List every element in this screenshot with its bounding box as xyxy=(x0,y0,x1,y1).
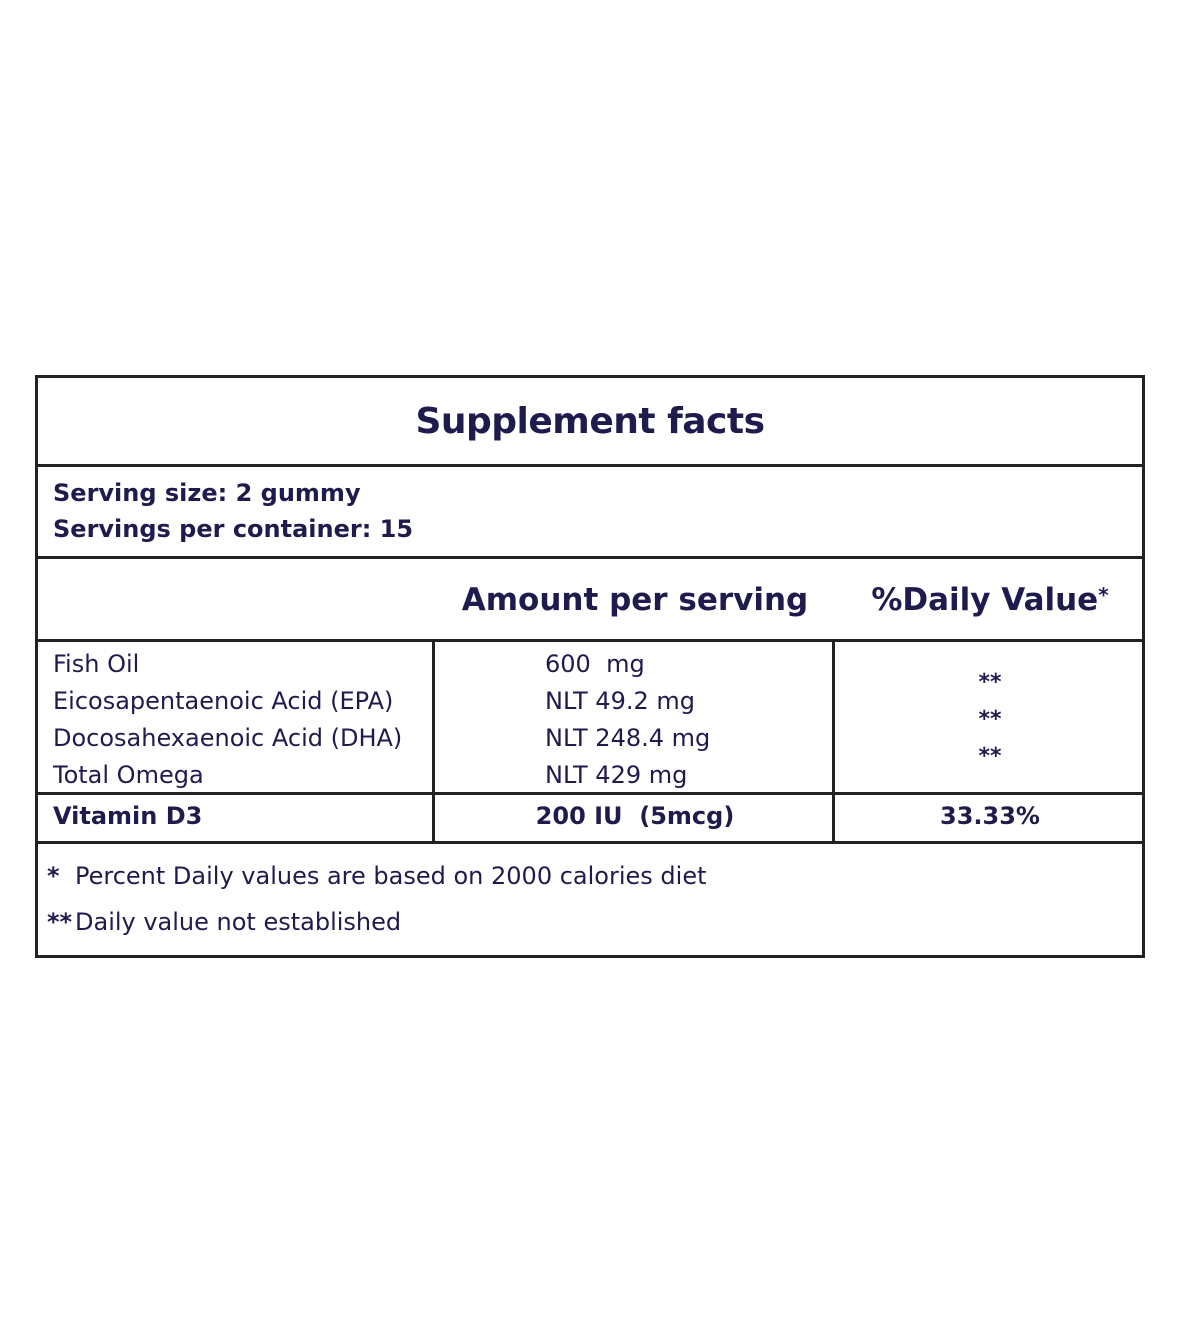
amount-per-serving-header: Amount per serving xyxy=(461,582,809,618)
ingredient-name: Docosahexaenoic Acid (DHA) xyxy=(53,724,403,752)
vitamin-daily-value: 33.33% xyxy=(940,802,1040,830)
ingredient-dv: ** xyxy=(978,707,1002,732)
ingredient-name: Fish Oil xyxy=(53,650,140,678)
vitamin-d3-row xyxy=(38,795,1142,844)
ingredient-dv: ** xyxy=(978,670,1002,695)
supplement-facts-panel xyxy=(35,375,1145,958)
ingredient-amount: NLT 429 mg xyxy=(545,761,688,789)
daily-value-header-mark: * xyxy=(1098,583,1109,607)
footnote-text: Percent Daily values are based on 2000 calories diet xyxy=(75,862,707,890)
ingredient-amount: 600 mg xyxy=(545,650,645,678)
ingredient-dv-column xyxy=(835,664,1145,775)
footnote-mark: ** xyxy=(47,908,73,936)
column-divider xyxy=(432,642,435,792)
footnote xyxy=(47,862,707,890)
ingredient-name-column xyxy=(53,646,402,794)
ingredient-amount: NLT 49.2 mg xyxy=(545,687,695,715)
panel-title: Supplement facts xyxy=(415,400,765,442)
footnotes xyxy=(38,844,1142,955)
serving-size: Serving size: 2 gummy xyxy=(53,479,361,507)
vitamin-amount: 200 IU (5mcg) xyxy=(535,802,735,830)
column-header-row xyxy=(38,562,1142,642)
servings-per-container: Servings per container: 15 xyxy=(53,515,414,543)
serving-info xyxy=(38,467,1142,559)
vitamin-name: Vitamin D3 xyxy=(53,802,203,830)
ingredient-name: Eicosapentaenoic Acid (EPA) xyxy=(53,687,394,715)
daily-value-header xyxy=(835,582,1145,618)
footnote-mark: * xyxy=(47,862,60,890)
ingredient-rows xyxy=(38,642,1142,795)
ingredient-dv: ** xyxy=(978,744,1002,769)
ingredient-name: Total Omega xyxy=(53,761,204,789)
title-row xyxy=(38,378,1142,467)
ingredient-amount-column xyxy=(545,646,710,794)
ingredient-amount: NLT 248.4 mg xyxy=(545,724,711,752)
footnote xyxy=(47,908,401,936)
footnote-text: Daily value not established xyxy=(75,908,402,936)
daily-value-header-label: %Daily Value xyxy=(871,582,1099,618)
